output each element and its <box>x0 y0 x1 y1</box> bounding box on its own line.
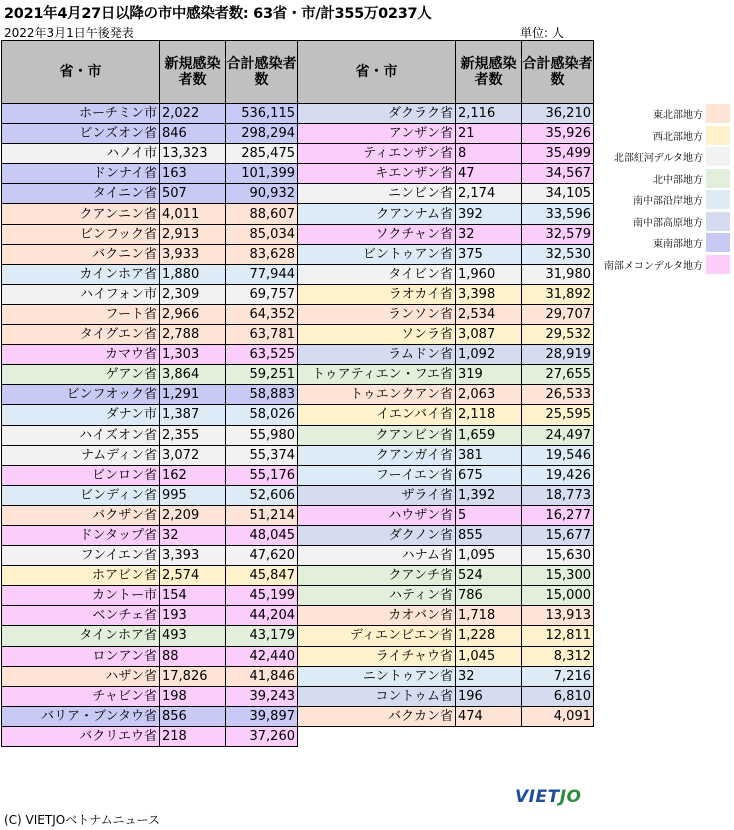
province-name: イエンバイ省 <box>298 405 456 425</box>
new-cases: 2,063 <box>456 385 522 405</box>
province-name: ドンナイ省 <box>2 164 160 184</box>
province-name: ラオカイ省 <box>298 284 456 304</box>
new-cases: 855 <box>456 525 522 545</box>
province-name: クアンビン省 <box>298 425 456 445</box>
province-name: ビンフック省 <box>2 224 160 244</box>
new-cases: 392 <box>456 204 522 224</box>
new-cases: 474 <box>456 706 522 726</box>
new-cases: 2,209 <box>160 505 226 525</box>
table-row <box>298 485 594 505</box>
new-cases: 32 <box>456 666 522 686</box>
new-cases: 1,303 <box>160 345 226 365</box>
legend-label: 南部メコンデルタ地方 <box>603 260 703 272</box>
legend-swatch <box>706 104 730 123</box>
new-cases: 1,095 <box>456 546 522 566</box>
total-cases: 63,525 <box>226 345 298 365</box>
total-cases: 34,105 <box>522 184 594 204</box>
total-cases: 41,846 <box>226 666 298 686</box>
new-cases: 1,392 <box>456 485 522 505</box>
table-row <box>2 706 298 726</box>
total-cases: 45,847 <box>226 566 298 586</box>
new-cases: 8 <box>456 144 522 164</box>
total-cases: 88,607 <box>226 204 298 224</box>
table-row <box>298 425 594 445</box>
province-name: ライチャウ省 <box>298 646 456 666</box>
table-row <box>298 445 594 465</box>
table-row <box>298 566 594 586</box>
table-header-row <box>2 41 298 104</box>
province-name: カオバン省 <box>298 606 456 626</box>
total-cases: 29,532 <box>522 325 594 345</box>
province-name: タインホア省 <box>2 626 160 646</box>
table-row <box>298 505 594 525</box>
table-header-row <box>298 41 594 104</box>
province-name: バクザン省 <box>2 505 160 525</box>
legend-swatch <box>706 126 730 145</box>
total-cases: 32,579 <box>522 224 594 244</box>
total-cases: 51,214 <box>226 505 298 525</box>
new-cases: 1,228 <box>456 626 522 646</box>
page-title: 2021年4月27日以降の市中感染者数: 63省・市/計355万0237人 <box>4 6 432 22</box>
province-name: ビンロン省 <box>2 465 160 485</box>
province-name: ダクラク省 <box>298 104 456 124</box>
table-row <box>2 405 298 425</box>
total-cases: 15,630 <box>522 546 594 566</box>
header-name: 省・市 <box>2 41 160 104</box>
total-cases: 37,260 <box>226 726 298 746</box>
total-cases: 35,926 <box>522 124 594 144</box>
new-cases: 846 <box>160 124 226 144</box>
new-cases: 2,788 <box>160 325 226 345</box>
legend-item <box>596 232 730 254</box>
copyright-credit: (C) VIETJOベトナムニュース <box>4 813 161 827</box>
new-cases: 2,116 <box>456 104 522 124</box>
total-cases: 28,919 <box>522 345 594 365</box>
legend-swatch <box>706 147 730 166</box>
total-cases: 8,312 <box>522 646 594 666</box>
table-row <box>2 264 298 284</box>
province-name: ソクチャン省 <box>298 224 456 244</box>
province-name: ニントゥアン省 <box>298 666 456 686</box>
total-cases: 85,034 <box>226 224 298 244</box>
province-name: ナムディン省 <box>2 445 160 465</box>
province-name: ダナン市 <box>2 405 160 425</box>
province-name: クアンガイ省 <box>298 445 456 465</box>
province-name: ベンチェ省 <box>2 606 160 626</box>
province-name: カインホア省 <box>2 264 160 284</box>
province-name: アンザン省 <box>298 124 456 144</box>
new-cases: 198 <box>160 686 226 706</box>
table-row <box>298 304 594 324</box>
total-cases: 536,115 <box>226 104 298 124</box>
province-name: ビンディン省 <box>2 485 160 505</box>
new-cases: 3,398 <box>456 284 522 304</box>
legend-item <box>596 189 730 211</box>
province-name: ホーチミン市 <box>2 104 160 124</box>
table-row <box>2 505 298 525</box>
province-name: ハウザン省 <box>298 505 456 525</box>
legend-item <box>596 125 730 147</box>
new-cases: 1,291 <box>160 385 226 405</box>
legend-label: 南中部高原地方 <box>633 217 703 229</box>
new-cases: 319 <box>456 365 522 385</box>
total-cases: 6,810 <box>522 686 594 706</box>
total-cases: 24,497 <box>522 425 594 445</box>
total-cases: 48,045 <box>226 525 298 545</box>
new-cases: 154 <box>160 586 226 606</box>
total-cases: 43,179 <box>226 626 298 646</box>
new-cases: 32 <box>160 525 226 545</box>
new-cases: 2,174 <box>456 184 522 204</box>
vietjo-logo: VIETJO <box>515 787 582 807</box>
new-cases: 2,913 <box>160 224 226 244</box>
province-name: ビンフオック省 <box>2 385 160 405</box>
total-cases: 26,533 <box>522 385 594 405</box>
table-row <box>2 586 298 606</box>
new-cases: 1,718 <box>456 606 522 626</box>
total-cases: 15,677 <box>522 525 594 545</box>
new-cases: 162 <box>160 465 226 485</box>
province-name: フート省 <box>2 304 160 324</box>
legend-swatch <box>706 212 730 231</box>
new-cases: 21 <box>456 124 522 144</box>
table-row <box>298 224 594 244</box>
total-cases: 47,620 <box>226 546 298 566</box>
total-cases: 55,980 <box>226 425 298 445</box>
province-name: コントゥム省 <box>298 686 456 706</box>
new-cases: 163 <box>160 164 226 184</box>
announcement-date: 2022年3月1日午後発表 <box>4 26 134 40</box>
table-row <box>298 184 594 204</box>
new-cases: 13,323 <box>160 144 226 164</box>
total-cases: 27,655 <box>522 365 594 385</box>
table-row <box>298 465 594 485</box>
table-row <box>2 304 298 324</box>
table-row <box>2 244 298 264</box>
province-name: キエンザン省 <box>298 164 456 184</box>
legend-swatch <box>706 169 730 188</box>
new-cases: 193 <box>160 606 226 626</box>
new-cases: 5 <box>456 505 522 525</box>
new-cases: 88 <box>160 646 226 666</box>
province-name: ザライ省 <box>298 485 456 505</box>
table-row <box>298 666 594 686</box>
province-name: フーイエン省 <box>298 465 456 485</box>
new-cases: 2,966 <box>160 304 226 324</box>
new-cases: 2,534 <box>456 304 522 324</box>
province-name: ニンビン省 <box>298 184 456 204</box>
province-name: ハザン省 <box>2 666 160 686</box>
table-row <box>298 124 594 144</box>
legend-label: 南中部沿岸地方 <box>633 196 703 208</box>
province-name: ビンズオン省 <box>2 124 160 144</box>
table-row <box>2 666 298 686</box>
total-cases: 101,399 <box>226 164 298 184</box>
new-cases: 856 <box>160 706 226 726</box>
table-row <box>2 144 298 164</box>
total-cases: 55,176 <box>226 465 298 485</box>
table-row <box>2 425 298 445</box>
total-cases: 39,243 <box>226 686 298 706</box>
unit-label: 単位: 人 <box>520 26 564 40</box>
province-name: カントー市 <box>2 586 160 606</box>
table-row <box>2 104 298 124</box>
table-row <box>298 345 594 365</box>
table-row <box>2 284 298 304</box>
total-cases: 15,000 <box>522 586 594 606</box>
cases-table-left <box>1 40 298 747</box>
province-name: ドンタップ省 <box>2 525 160 545</box>
new-cases: 3,072 <box>160 445 226 465</box>
total-cases: 16,277 <box>522 505 594 525</box>
province-name: バクニン省 <box>2 244 160 264</box>
new-cases: 1,880 <box>160 264 226 284</box>
table-row <box>2 365 298 385</box>
total-cases: 55,374 <box>226 445 298 465</box>
legend-item <box>596 146 730 168</box>
province-name: ロンアン省 <box>2 646 160 666</box>
new-cases: 493 <box>160 626 226 646</box>
new-cases: 2,355 <box>160 425 226 445</box>
table-row <box>2 345 298 365</box>
total-cases: 4,091 <box>522 706 594 726</box>
total-cases: 35,499 <box>522 144 594 164</box>
total-cases: 33,596 <box>522 204 594 224</box>
total-cases: 45,199 <box>226 586 298 606</box>
legend-label: 西北部地方 <box>653 131 703 143</box>
legend-item <box>596 254 730 276</box>
total-cases: 36,210 <box>522 104 594 124</box>
table-row <box>298 365 594 385</box>
table-row <box>2 164 298 184</box>
province-name: ランソン省 <box>298 304 456 324</box>
table-row <box>2 445 298 465</box>
new-cases: 32 <box>456 224 522 244</box>
table-row <box>298 626 594 646</box>
new-cases: 17,826 <box>160 666 226 686</box>
province-name: チャビン省 <box>2 686 160 706</box>
total-cases: 58,026 <box>226 405 298 425</box>
table-row <box>2 546 298 566</box>
province-name: ハティン省 <box>298 586 456 606</box>
total-cases: 18,773 <box>522 485 594 505</box>
province-name: ビントゥアン省 <box>298 244 456 264</box>
total-cases: 298,294 <box>226 124 298 144</box>
total-cases: 83,628 <box>226 244 298 264</box>
total-cases: 31,980 <box>522 264 594 284</box>
table-row <box>298 385 594 405</box>
table-row <box>298 244 594 264</box>
legend-label: 北中部地方 <box>653 174 703 186</box>
total-cases: 285,475 <box>226 144 298 164</box>
new-cases: 995 <box>160 485 226 505</box>
table-row <box>2 224 298 244</box>
province-name: クアンニン省 <box>2 204 160 224</box>
new-cases: 1,045 <box>456 646 522 666</box>
province-name: ハイズオン省 <box>2 425 160 445</box>
total-cases: 34,567 <box>522 164 594 184</box>
legend-item <box>596 211 730 233</box>
province-name: ハノイ市 <box>2 144 160 164</box>
table-row <box>298 546 594 566</box>
legend-swatch <box>706 255 730 274</box>
table-row <box>2 646 298 666</box>
table-row <box>2 525 298 545</box>
new-cases: 3,087 <box>456 325 522 345</box>
new-cases: 47 <box>456 164 522 184</box>
table-row <box>298 405 594 425</box>
total-cases: 12,811 <box>522 626 594 646</box>
total-cases: 63,781 <box>226 325 298 345</box>
table-row <box>2 325 298 345</box>
province-name: タイニン省 <box>2 184 160 204</box>
province-name: バリア・ブンタウ省 <box>2 706 160 726</box>
province-name: トゥアティエン・フエ省 <box>298 365 456 385</box>
total-cases: 44,204 <box>226 606 298 626</box>
table-row <box>298 164 594 184</box>
new-cases: 196 <box>456 686 522 706</box>
total-cases: 32,530 <box>522 244 594 264</box>
table-row <box>2 124 298 144</box>
legend-swatch <box>706 233 730 252</box>
province-name: ハナム省 <box>298 546 456 566</box>
cases-table-right <box>297 40 594 727</box>
new-cases: 786 <box>456 586 522 606</box>
province-name: フンイエン省 <box>2 546 160 566</box>
province-name: ティエンザン省 <box>298 144 456 164</box>
table-row <box>298 325 594 345</box>
header-name: 省・市 <box>298 41 456 104</box>
header-new: 新規感染者数 <box>160 41 226 104</box>
new-cases: 3,933 <box>160 244 226 264</box>
total-cases: 7,216 <box>522 666 594 686</box>
header-new: 新規感染者数 <box>456 41 522 104</box>
legend-label: 北部紅河デルタ地方 <box>613 153 703 165</box>
new-cases: 2,309 <box>160 284 226 304</box>
province-name: クアンチ省 <box>298 566 456 586</box>
total-cases: 19,546 <box>522 445 594 465</box>
new-cases: 1,960 <box>456 264 522 284</box>
total-cases: 19,426 <box>522 465 594 485</box>
province-name: ハイフォン市 <box>2 284 160 304</box>
table-row <box>2 566 298 586</box>
province-name: クアンナム省 <box>298 204 456 224</box>
table-row <box>298 686 594 706</box>
total-cases: 64,352 <box>226 304 298 324</box>
total-cases: 59,251 <box>226 365 298 385</box>
legend-swatch <box>706 190 730 209</box>
table-row <box>2 726 298 746</box>
total-cases: 52,606 <box>226 485 298 505</box>
new-cases: 2,118 <box>456 405 522 425</box>
new-cases: 507 <box>160 184 226 204</box>
table-row <box>2 606 298 626</box>
region-legend <box>596 103 730 275</box>
province-name: ディエンビエン省 <box>298 626 456 646</box>
new-cases: 218 <box>160 726 226 746</box>
new-cases: 675 <box>456 465 522 485</box>
total-cases: 29,707 <box>522 304 594 324</box>
province-name: タイビン省 <box>298 264 456 284</box>
table-row <box>2 686 298 706</box>
table-row <box>298 284 594 304</box>
total-cases: 58,883 <box>226 385 298 405</box>
total-cases: 25,595 <box>522 405 594 425</box>
total-cases: 42,440 <box>226 646 298 666</box>
table-row <box>2 385 298 405</box>
table-row <box>298 525 594 545</box>
new-cases: 1,387 <box>160 405 226 425</box>
table-row <box>2 485 298 505</box>
table-row <box>298 706 594 726</box>
new-cases: 4,011 <box>160 204 226 224</box>
legend-label: 東南部地方 <box>653 239 703 251</box>
province-name: タイグエン省 <box>2 325 160 345</box>
province-name: ゲアン省 <box>2 365 160 385</box>
total-cases: 69,757 <box>226 284 298 304</box>
new-cases: 3,393 <box>160 546 226 566</box>
province-name: ラムドン省 <box>298 345 456 365</box>
table-row <box>298 646 594 666</box>
table-row <box>2 626 298 646</box>
province-name: バクカン省 <box>298 706 456 726</box>
header-total: 合計感染者数 <box>522 41 594 104</box>
new-cases: 375 <box>456 244 522 264</box>
province-name: カマウ省 <box>2 345 160 365</box>
table-row <box>298 606 594 626</box>
new-cases: 1,659 <box>456 425 522 445</box>
total-cases: 15,300 <box>522 566 594 586</box>
new-cases: 2,574 <box>160 566 226 586</box>
table-row <box>298 264 594 284</box>
table-row <box>2 204 298 224</box>
total-cases: 77,944 <box>226 264 298 284</box>
legend-label: 東北部地方 <box>653 110 703 122</box>
new-cases: 2,022 <box>160 104 226 124</box>
header-total: 合計感染者数 <box>226 41 298 104</box>
new-cases: 1,092 <box>456 345 522 365</box>
new-cases: 3,864 <box>160 365 226 385</box>
table-row <box>298 144 594 164</box>
total-cases: 13,913 <box>522 606 594 626</box>
table-row <box>2 184 298 204</box>
province-name: ソンラ省 <box>298 325 456 345</box>
total-cases: 31,892 <box>522 284 594 304</box>
table-row <box>298 204 594 224</box>
table-row <box>298 586 594 606</box>
legend-item <box>596 168 730 190</box>
province-name: ホアビン省 <box>2 566 160 586</box>
new-cases: 381 <box>456 445 522 465</box>
table-row <box>2 465 298 485</box>
table-row <box>298 104 594 124</box>
province-name: ダクノン省 <box>298 525 456 545</box>
legend-item <box>596 103 730 125</box>
total-cases: 39,897 <box>226 706 298 726</box>
total-cases: 90,932 <box>226 184 298 204</box>
province-name: トゥエンクアン省 <box>298 385 456 405</box>
province-name: バクリエウ省 <box>2 726 160 746</box>
new-cases: 524 <box>456 566 522 586</box>
